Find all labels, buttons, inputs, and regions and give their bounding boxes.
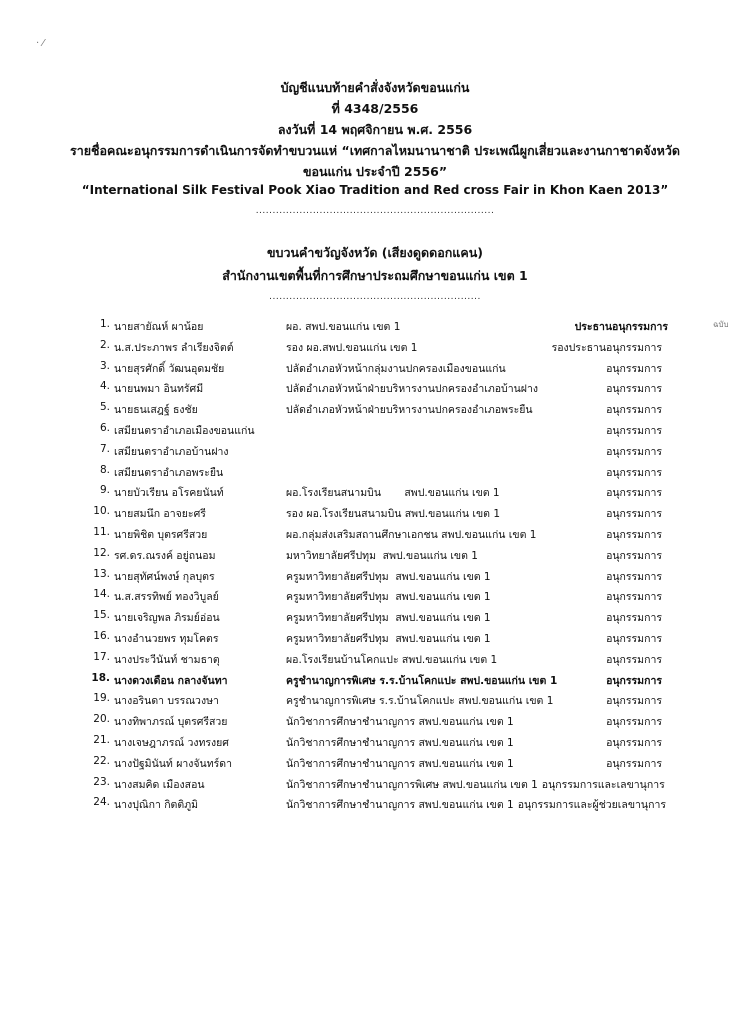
member-row: [0, 484, 750, 504]
member-name: นางทิพาภรณ์ บุตรศรีสวย: [114, 716, 228, 729]
member-row: [0, 734, 750, 754]
member-number: 12.: [93, 546, 110, 559]
member-role: อนุกรรมการ: [606, 404, 662, 417]
member-name: นางปุณิกา กิตติภูมิ: [114, 799, 199, 812]
member-row: [0, 339, 750, 359]
member-row: [0, 588, 750, 608]
member-position: นักวิชาการศึกษาชำนาญการ สพป.ขอนแก่น เขต 1: [286, 716, 514, 729]
member-role: อนุกรรมการ: [606, 425, 662, 437]
section-title: ขบวนคำขวัญจังหวัด (เสียงดูดดอกแคน): [267, 245, 483, 260]
member-name: นางประวีนันท์ ชามธาตุ: [114, 653, 220, 666]
member-name: นายสุทัศน์พงษ์ กุลบุตร: [114, 570, 215, 583]
member-role: อนุกรรมการและผู้ช่วยเลขานุการ: [517, 799, 666, 812]
member-number: 19.: [93, 692, 110, 705]
member-number: 13.: [93, 567, 110, 580]
member-position: นักวิชาการศึกษาชำนาญการ สพป.ขอนแก่น เขต 1: [286, 757, 514, 770]
member-row: [0, 609, 750, 629]
member-role: อนุกรรมการ: [606, 549, 662, 562]
document-number: ที่ 4348/2556: [331, 101, 419, 116]
member-row: [0, 526, 750, 546]
member-number: 14.: [93, 588, 110, 601]
member-position: ครูมหาวิทยาลัยศรีปทุม สพป.ขอนแก่น เขต 1: [286, 570, 491, 583]
member-row: [0, 443, 750, 463]
member-name: นายธนเสฎฐ์ ธงชัย: [114, 404, 198, 417]
member-position: ผอ.โรงเรียนบ้านโคกแปะ สพป.ขอนแก่น เขต 1: [286, 653, 498, 666]
member-row: [0, 422, 750, 442]
member-number: 9.: [99, 484, 110, 497]
member-role: อนุกรรมการ: [606, 362, 662, 375]
member-role: อนุกรรมการ: [606, 612, 662, 625]
member-name: นางปัฐมินันท์ ผางจันทร์ดา: [114, 757, 232, 770]
member-role: อนุกรรมการ: [606, 674, 662, 687]
margin-mark: ฉบับ: [713, 320, 729, 329]
member-row: [0, 360, 750, 380]
member-name: นางอำนวยพร ทุมโคตร: [114, 633, 219, 645]
member-name: นายเจริญพล ภิรมย์อ่อน: [114, 612, 220, 625]
member-number: 3.: [99, 359, 110, 372]
member-number: 2.: [99, 338, 110, 351]
member-position: มหาวิทยาลัยศรีปทุม สพป.ขอนแก่น เขต 1: [286, 549, 478, 562]
member-number: 6.: [99, 422, 110, 434]
member-name: รศ.ดร.ณรงค์ อยู่ถนอม: [114, 549, 216, 562]
member-role: อนุกรรมการ: [606, 633, 662, 645]
member-name: นางอรินดา บรรณวงษา: [114, 695, 219, 708]
member-number: 23.: [93, 775, 110, 788]
member-number: 21.: [93, 734, 110, 746]
member-row: [0, 568, 750, 588]
member-position: ปลัดอำเภอหัวหน้าฝ่ายบริหารงานปกครองอำเภอบ้านฝาง: [286, 383, 538, 396]
member-role: อนุกรรมการ: [606, 570, 662, 583]
member-position: ปลัดอำเภอหัวหน้าฝ่ายบริหารงานปกครองอำเภอพระยืน: [286, 404, 533, 417]
member-name: นายสายัณห์ ผาน้อย: [114, 321, 204, 333]
member-number: 8.: [99, 463, 110, 476]
member-name: นางสมคิด เมืองสอน: [114, 778, 205, 791]
member-row: [0, 796, 750, 816]
member-role: อนุกรรมการ: [606, 508, 662, 521]
member-role: อนุกรรมการ: [606, 757, 662, 770]
member-name: เสมียนตราอำเภอพระยืน: [114, 466, 224, 479]
member-position: ครูมหาวิทยาลัยศรีปทุม สพป.ขอนแก่น เขต 1: [286, 633, 491, 645]
member-name: เสมียนตราอำเภอบ้านฝาง: [114, 445, 229, 458]
member-row: [0, 776, 750, 796]
member-role: ประธานอนุกรรมการ: [574, 321, 668, 333]
member-number: 1.: [99, 318, 110, 330]
member-name: เสมียนตราอำเภอเมืองขอนแก่น: [114, 425, 255, 437]
scan-speck: · ⁄: [36, 38, 45, 49]
dotted-divider: ...............................................................: [269, 292, 481, 302]
member-role: อนุกรรมการ: [606, 737, 662, 749]
member-role: อนุกรรมการ: [606, 695, 662, 708]
member-number: 22.: [93, 754, 110, 767]
member-row: [0, 318, 750, 338]
member-role: อนุกรรมการ: [606, 529, 662, 541]
member-position: ครูชำนาญการพิเศษ ร.ร.บ้านโคกแปะ สพป.ขอนแก่น เขต 1: [286, 695, 554, 708]
english-title: “International Silk Festival Pook Xiao Tradition and Red cross Fair in Khon Kaen 2013”: [81, 183, 669, 197]
member-row: [0, 401, 750, 421]
member-position: นักวิชาการศึกษาชำนาญการ สพป.ขอนแก่น เขต 1 อนุกรรมการและผู้ช่วยเลขานุการ: [286, 799, 666, 812]
member-name: นางเจษฎาภรณ์ วงทรงยศ: [114, 737, 229, 749]
member-row: [0, 755, 750, 775]
member-position: นักวิชาการศึกษาชำนาญการพิเศษ สพป.ขอนแก่น เขต 1 อนุกรรมการและเลขานุการ: [286, 778, 665, 791]
member-number: 7.: [99, 442, 110, 455]
member-name: นายสมนึก อาจยะศรี: [114, 508, 206, 521]
member-row: [0, 380, 750, 400]
section-subtitle: สำนักงานเขตพื้นที่การศึกษาประถมศึกษาขอนแก่น เขต 1: [222, 268, 528, 283]
member-number: 11.: [93, 526, 110, 538]
member-name: นายนพมา อินทรัศมี: [114, 383, 204, 396]
member-name: นางดวงเดือน กลางจันทา: [114, 674, 228, 687]
member-name: น.ส.สรรทิพย์ ทองวิบูลย์: [114, 591, 219, 604]
member-position: รอง ผอ.โรงเรียนสนามบิน สพป.ขอนแก่น เขต 1: [286, 508, 500, 521]
member-number: 20.: [93, 713, 110, 726]
member-number: 24.: [93, 796, 110, 809]
member-row: [0, 672, 750, 692]
member-role: อนุกรรมการ: [606, 653, 662, 666]
member-name: นายบัวเรียน อโรคยนันท์: [114, 487, 224, 500]
member-number: 4.: [99, 380, 110, 393]
member-name: นายพิชิต บุตรศรีสวย: [114, 529, 208, 541]
list-heading-line2: ขอนแก่น ประจำปี 2556”: [302, 164, 448, 179]
member-number: 5.: [99, 401, 110, 414]
member-role: อนุกรรมการ: [606, 445, 662, 458]
document-title: บัญชีแนบท้ายคำสั่งจังหวัดขอนแก่น: [280, 80, 470, 95]
member-position: รอง ผอ.สพป.ขอนแก่น เขต 1: [286, 341, 418, 354]
member-position: ครูมหาวิทยาลัยศรีปทุม สพป.ขอนแก่น เขต 1: [286, 591, 491, 604]
member-name: นายสุรศักดิ์ วัฒนอุดมชัย: [114, 362, 225, 375]
member-number: 15.: [93, 609, 110, 622]
member-name: น.ส.ประภาพร ลำเรียงจิตต์: [114, 341, 234, 354]
member-position: ครูมหาวิทยาลัยศรีปทุม สพป.ขอนแก่น เขต 1: [286, 612, 491, 625]
list-heading-line1: รายชื่อคณะอนุกรรมการดำเนินการจัดทำขบวนแห่ “เทศกาลไหมนานาชาติ ประเพณีผูกเสี่ยวและงานกาชาดจังหวัด: [70, 143, 680, 158]
member-role: รองประธานอนุกรรมการ: [551, 341, 662, 354]
member-number: 10.: [93, 505, 110, 518]
member-position: ผอ.กลุ่มส่งเสริมสถานศึกษาเอกชน สพป.ขอนแก่น เขต 1: [286, 529, 537, 541]
member-row: [0, 651, 750, 671]
member-position: ครูชำนาญการพิเศษ ร.ร.บ้านโคกแปะ สพป.ขอนแก่น เขต 1: [286, 674, 558, 687]
member-role: อนุกรรมการ: [606, 466, 662, 479]
member-row: [0, 713, 750, 733]
member-position: นักวิชาการศึกษาชำนาญการ สพป.ขอนแก่น เขต 1: [286, 737, 514, 749]
member-role: อนุกรรมการ: [606, 591, 662, 604]
member-position: ปลัดอำเภอหัวหน้ากลุ่มงานปกครองเมืองขอนแก่น: [286, 362, 506, 375]
member-role: อนุกรรมการ: [606, 383, 662, 396]
member-number: 18.: [91, 671, 110, 684]
member-row: [0, 505, 750, 525]
document-date: ลงวันที่ 14 พฤศจิกายน พ.ศ. 2556: [277, 122, 473, 137]
member-position: ผอ. สพป.ขอนแก่น เขต 1: [286, 321, 401, 333]
member-row: [0, 692, 750, 712]
dotted-divider: .......................................................................: [255, 206, 495, 216]
member-number: 16.: [93, 630, 110, 642]
member-role: อนุกรรมการ: [606, 487, 662, 500]
member-position: ผอ.โรงเรียนสนามบิน สพป.ขอนแก่น เขต 1: [286, 487, 500, 500]
member-row: [0, 464, 750, 484]
member-row: [0, 547, 750, 567]
member-role: อนุกรรมการและเลขานุการ: [541, 778, 665, 791]
member-role: อนุกรรมการ: [606, 716, 662, 729]
member-row: [0, 630, 750, 650]
member-number: 17.: [93, 650, 110, 663]
